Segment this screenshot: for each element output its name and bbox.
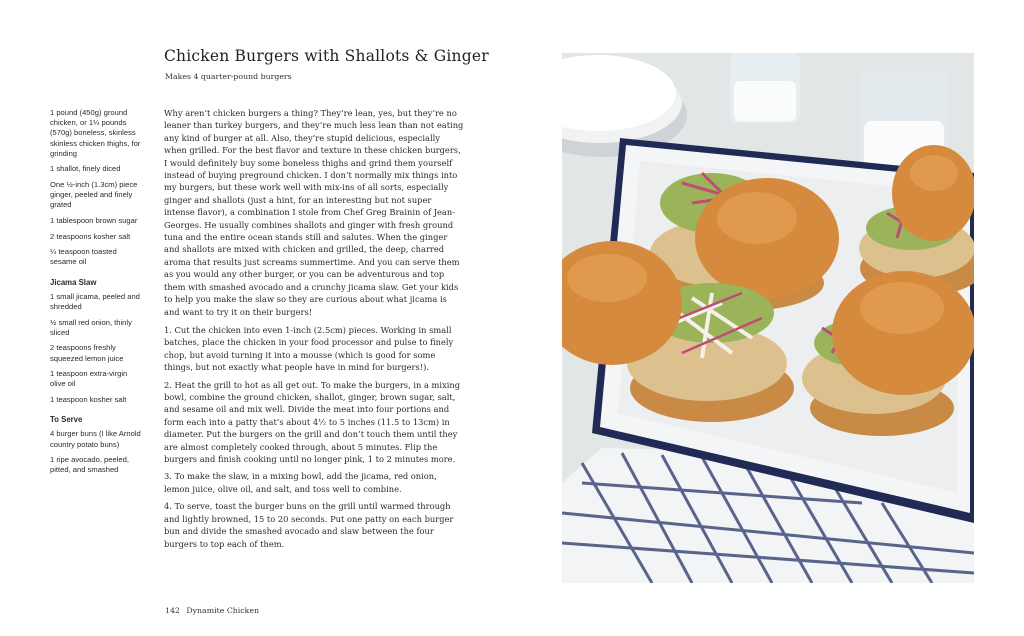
ingredient-item: 1 shallot, finely diced: [50, 164, 121, 174]
ingredient-item: 2 teaspoons freshly squeezed lemon juice: [50, 343, 124, 363]
method-step: 3. To make the slaw, in a mixing bowl, add the jicama, red onion, lemon juice, olive oil, and salt, and toss well to combine.: [164, 471, 437, 494]
food-photo-icon: [562, 53, 974, 583]
ingredient-item: ½ small red onion, thinly sliced: [50, 317, 132, 337]
section-name: Dynamite Chicken: [186, 606, 260, 615]
ingredient-item: 1 pound (450g) ground chicken, or 1¼ pounds (570g) boneless, skinless skinless chicken thighs, for grinding: [50, 108, 141, 158]
page-footer: [165, 606, 259, 615]
milk-glass: [730, 53, 800, 123]
ingredient-item: 1 small jicama, peeled and shredded: [50, 291, 140, 311]
ingredient-list: [50, 108, 142, 481]
ingredient-item: 1 tablespoon brown sugar: [50, 216, 138, 225]
method-steps: [164, 324, 464, 555]
ingredient-item: 4 burger buns (I like Arnold country potato buns): [50, 429, 141, 449]
method-step: 1. Cut the chicken into even 1-inch (2.5cm) pieces. Working in small batches, place the chicken in your food processor and pulse to finely chop, but avoid turning it into a mousse (which is good for some things, but not exactly what people have in mind for burgers!).: [164, 325, 454, 373]
ingredient-item: 1 teaspoon extra-virgin olive oil: [50, 369, 128, 389]
page-number: 142: [165, 606, 180, 615]
ingredient-item: 1 ripe avocado, peeled, pitted, and smashed: [50, 455, 129, 475]
slaw-ingredients: [50, 292, 142, 405]
ingredient-item: One ½-inch (1.3cm) piece ginger, peeled and finely grated: [50, 180, 138, 210]
serve-heading: To Serve: [50, 415, 83, 425]
recipe-intro: Why aren’t chicken burgers a thing? They’re lean, yes, but they’re no leaner than turkey burgers, and they’re much less lean than not eating any kind of burger at all. Also, they’re stupid delicious, especially when grilled. For the best flavor and texture in these chicken burgers, I would definitely buy some boneless thighs and grind them yourself instead of buying preground chicken. I don’t normally mix things into my burgers, but these work well with mix-ins of all sorts, especially ginger and shallots (just a hint, for an interesting but not super intense flavor), a combination I stole from Chef Greg Brainin of Jean-Georges. He usually combines shallots and ginger with fresh ground tuna and the entire ocean stands still and salutes. When the ginger and shallots are mixed with chicken and grilled, the deep, charred aroma that results just screams summertime. And you can serve them as you would any other burger, or you can be adventurous and top them with smashed avocado and a crunchy jicama slaw. Get your kids to help you make the slaw so they are curious about what jicama is and want to try it on their burgers!: [164, 108, 464, 317]
serve-ingredients: [50, 429, 142, 475]
ingredient-item: ¼ teaspoon toasted sesame oil: [50, 247, 117, 267]
slaw-heading: Jicama Slaw: [50, 277, 97, 287]
main-ingredients: [50, 108, 142, 268]
recipe-yield: Makes 4 quarter-pound burgers: [165, 72, 292, 81]
food-photo: [562, 53, 974, 583]
ingredient-item: 2 teaspoons kosher salt: [50, 231, 131, 241]
recipe-title: Chicken Burgers with Shallots & Ginger: [164, 47, 489, 65]
method-step: 4. To serve, toast the burger buns on the grill until warmed through and lightly browned, 15 to 20 seconds. Put one patty on each burger bun and divide the smashed avocado and slaw between the four burgers to top each of them.: [164, 501, 454, 549]
method-step: 2. Heat the grill to hot as all get out. To make the burgers, in a mixing bowl, combine the ground chicken, shallot, ginger, brown sugar, salt, and sesame oil and mix well. Divide the meat into four portions and form each into a patty that’s about 4½ to 5 inches (11.5 to 13cm) in diameter. Put the burgers on the grill and don’t touch them until they are almost completely cooked through, about 5 minutes. Flip the burgers and finish cooking until no longer pink, 1 to 2 minutes more.: [164, 379, 461, 465]
ingredient-item: 1 teaspoon kosher salt: [50, 394, 127, 404]
